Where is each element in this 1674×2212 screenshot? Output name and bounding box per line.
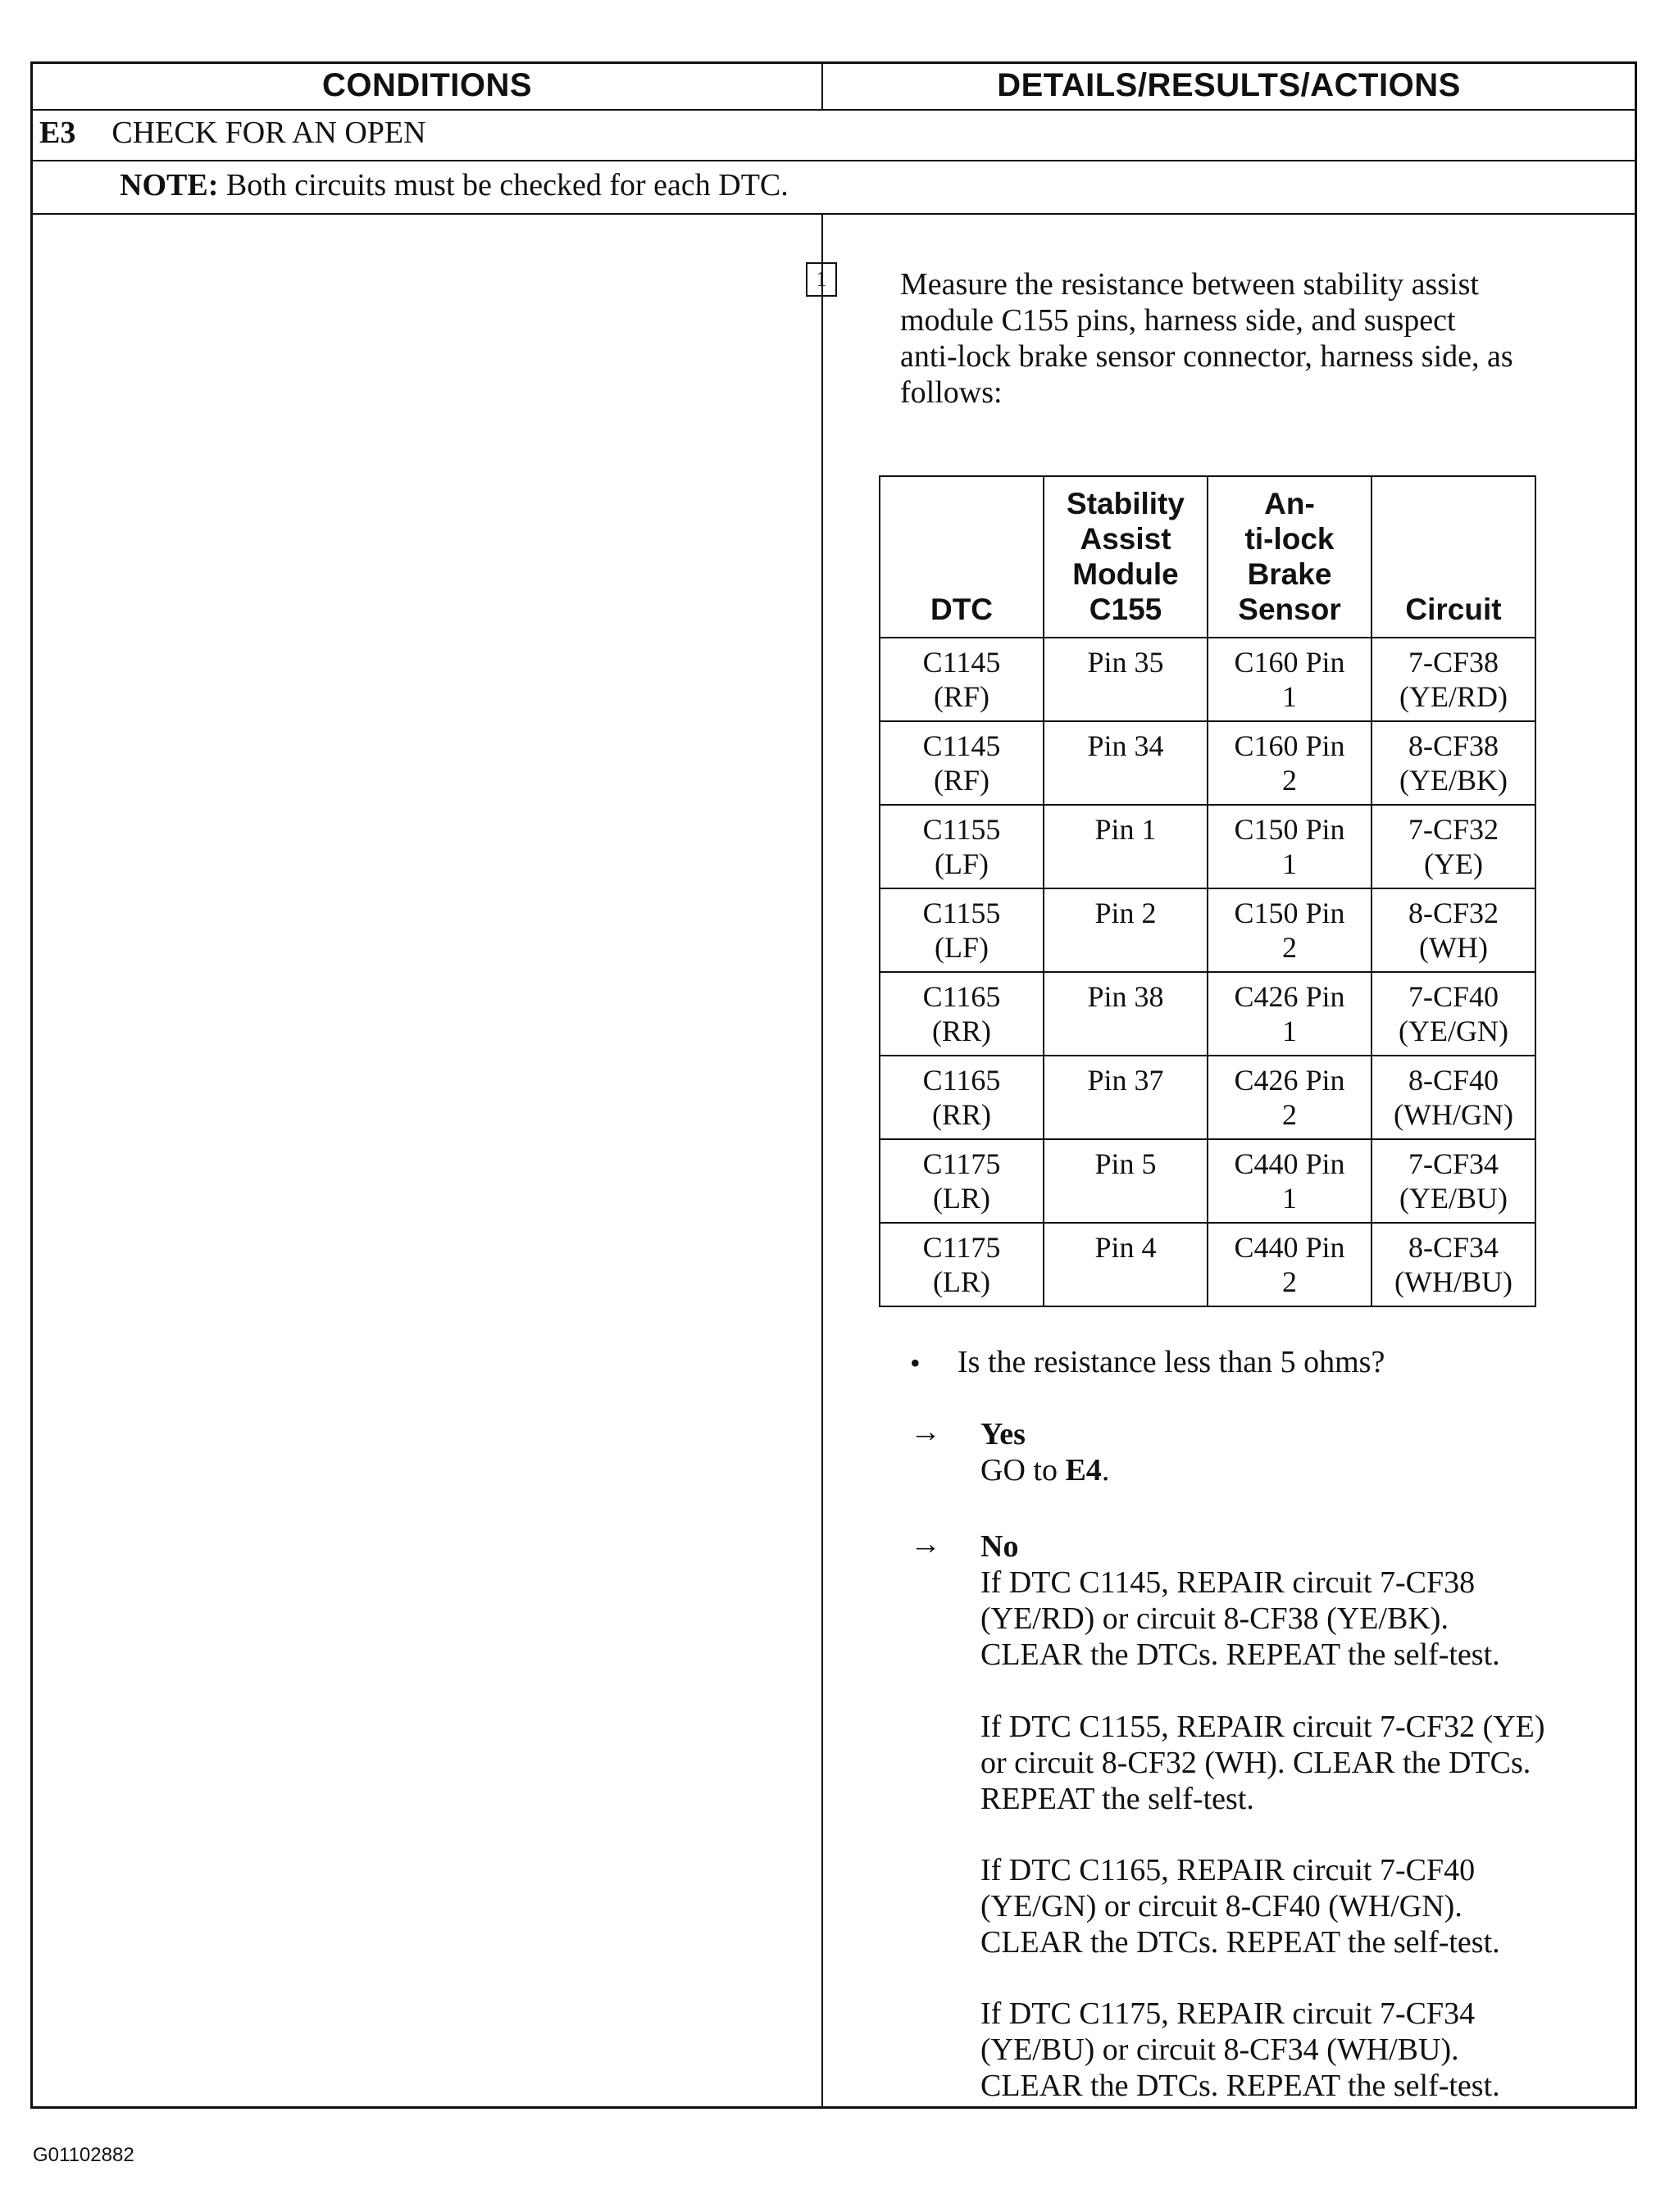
step-title-text: CHECK FOR AN OPEN <box>111 116 426 150</box>
yes-branch <box>980 1416 1109 1488</box>
table-row: C1165 (RR) Pin 37 C426 Pin 2 8-CF40 (WH/GN) <box>880 1056 1535 1139</box>
no-repair-c1155: If DTC C1155, REPAIR circuit 7-CF32 (YE) or circuit 8-CF32 (WH). CLEAR the DTCs. REPEAT the self-test. <box>980 1710 1545 1816</box>
table-row: C1155 (LF) Pin 1 C150 Pin 1 7-CF32 (YE) <box>880 805 1535 888</box>
table-header-row <box>880 476 1535 638</box>
table-row: C1145 (RF) Pin 34 C160 Pin 2 8-CF38 (YE/BK) <box>880 721 1535 805</box>
step-number-box: 1 <box>806 262 837 297</box>
figure-code: G01102882 <box>33 2144 134 2166</box>
header-divider <box>821 64 823 109</box>
table-row: C1145 (RF) Pin 35 C160 Pin 1 7-CF38 (YE/RD) <box>880 638 1535 721</box>
no-label: No <box>980 1529 1019 1564</box>
pin-circuit-table <box>879 475 1536 1307</box>
conditions-header: CONDITIONS <box>321 66 533 103</box>
col-dtc: DTC <box>880 476 1044 638</box>
note-label: NOTE: <box>120 168 219 202</box>
details-header: DETAILS/RESULTS/ACTIONS <box>997 66 1461 103</box>
note-text: Both circuits must be checked for each DTC. <box>225 168 789 202</box>
note <box>120 167 789 203</box>
no-repair-c1175: If DTC C1175, REPAIR circuit 7-CF34 (YE/BU) or circuit 8-CF34 (WH/BU). CLEAR the DTCs. REPEAT the self-test. <box>980 1996 1500 2103</box>
step-code: E3 <box>39 116 76 150</box>
yes-action: GO to E4. <box>980 1453 1110 1488</box>
table-row: C1155 (LF) Pin 2 C150 Pin 2 8-CF32 (WH) <box>880 888 1535 972</box>
table-row: C1175 (LR) Pin 5 C440 Pin 1 7-CF34 (YE/BU) <box>880 1139 1535 1223</box>
arrow-right-icon: → <box>910 1415 941 1449</box>
step-title <box>39 115 426 151</box>
instruction-text: Measure the resistance between stability assist module C155 pins, harness side, and suspect anti-lock brake sensor connector, harness side, as follows: <box>900 267 1513 410</box>
col-circuit: Circuit <box>1371 476 1535 638</box>
table-row: C1165 (RR) Pin 38 C426 Pin 1 7-CF40 (YE/GN) <box>880 972 1535 1056</box>
no-branch: No If DTC C1145, REPAIR circuit 7-CF38 (YE/RD) or circuit 8-CF38 (YE/BK). CLEAR the DTCs. REPEAT the self-test. <box>980 1529 1500 1672</box>
table-row: C1175 (LR) Pin 4 C440 Pin 2 8-CF34 (WH/BU) <box>880 1223 1535 1306</box>
arrow-right-icon: → <box>910 1527 941 1561</box>
col-stability-assist-module: Stability Assist Module C155 <box>1044 476 1208 638</box>
yes-label: Yes <box>980 1417 1026 1451</box>
no-repair-c1165: If DTC C1165, REPAIR circuit 7-CF40 (YE/GN) or circuit 8-CF40 (WH/GN). CLEAR the DTCs. REPEAT the self-test. <box>980 1853 1500 1960</box>
question-text: Is the resistance less than 5 ohms? <box>958 1345 1385 1379</box>
body-divider <box>821 215 823 2106</box>
col-anti-lock-brake-sensor: An- ti-lock Brake Sensor <box>1208 476 1371 638</box>
bullet-icon: • <box>910 1347 921 1379</box>
